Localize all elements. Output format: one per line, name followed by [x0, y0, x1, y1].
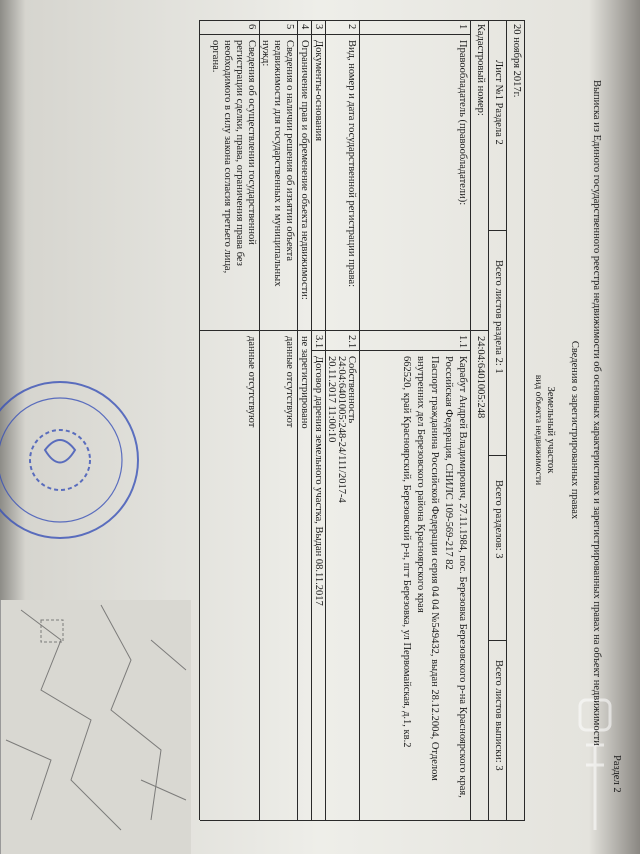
object-type-caption: вид объекта недвижимости — [533, 374, 543, 486]
row-value-line: Российская Федерация, СНИЛС 109-569-217 82 — [443, 356, 454, 570]
row-number: 1 — [457, 24, 468, 30]
row-label: нужд: — [260, 40, 271, 67]
total-sheets-extract: Всего листов выписки: 3 — [493, 660, 504, 771]
row-label: недвижимости для государственных и муниципальных — [272, 40, 283, 287]
row-subnumber: 3.1 — [313, 335, 324, 349]
row-label: необходимого в силу закона согласия третьего лица, — [222, 40, 233, 274]
row-value-line: Карабут Андрей Владимирович, 27.11.1984, пос. Березовка Березовского р-на Красноярского края, — [457, 356, 468, 798]
row-label: Документы-основания — [313, 40, 324, 142]
row-value-line: Договор дарения земельного участка, Выдан 08.11.2017 — [313, 356, 324, 606]
official-seal — [0, 370, 170, 550]
row-number: 5 — [284, 24, 295, 30]
row-label: Ограничение прав и обременение объекта недвижимости: — [299, 40, 310, 300]
cadastral-map-sheet — [0, 600, 191, 854]
row-label: органа. — [210, 40, 221, 73]
cadastral-label: Кадастровый номер: — [475, 24, 486, 116]
row-label: Вид, номер и дата государственной регистрации права: — [346, 40, 357, 288]
object-type-value: Земельный участок — [545, 386, 556, 474]
row-number: 3 — [313, 24, 324, 30]
row-value-line: 662520, край Красноярский, Березовский р-н, пгт Березовка, ул Первомайская, д.1, кв.2 — [401, 356, 412, 748]
row-value-line: данные отсутствуют — [246, 336, 257, 428]
total-sections: Всего разделов: 3 — [493, 480, 504, 559]
row-value-line: Собственность — [346, 356, 357, 424]
cadastral-value: 24:04:6401005:248 — [475, 336, 486, 419]
sheet-label: Лист №1 Раздела 2 — [493, 60, 504, 145]
row-label: Сведения о наличии решения об изъятии объекта — [284, 40, 295, 261]
row-label: Сведения об осуществлении государственной — [246, 40, 257, 245]
extract-date: 20 ноября 2017г. — [511, 24, 522, 98]
row-value-line: Паспорт гражданина Российской Федерации серия 04 04 №549432, выдан 28.12.2004, Отделом — [429, 356, 440, 781]
row-value-line: внутренних дел Березовского района Красноярского края — [415, 356, 426, 613]
extract-document — [185, 0, 640, 854]
row-number: 2 — [346, 24, 357, 30]
document-title: Выписка из Единого государственного реестра недвижимости об основных характеристиках и зарегистрированных правах на объект недвижимости — [591, 80, 602, 746]
row-value-line: данные отсутствуют — [284, 336, 295, 428]
row-subnumber: 2.1 — [346, 335, 357, 349]
row-number: 6 — [246, 24, 257, 30]
section-label: Раздел 2 — [611, 755, 622, 793]
row-value-line: 24:04:6401005:248-24/111/2017-4 — [336, 356, 347, 503]
row-label: регистрации сделки, права, ограничения права без — [234, 40, 245, 266]
row-number: 4 — [299, 24, 310, 30]
row-label: Правообладатель (правообладатели): — [457, 40, 468, 206]
total-sheets-section: Всего листов раздела 2: 1 — [493, 260, 504, 374]
document-subtitle: Сведения о зарегистрированных правах — [569, 340, 580, 520]
row-value-line: 20.11.2017 11:00:10 — [326, 356, 337, 443]
row-subnumber: 1.1 — [457, 335, 468, 349]
row-value-line: не зарегистрировано — [299, 336, 310, 429]
